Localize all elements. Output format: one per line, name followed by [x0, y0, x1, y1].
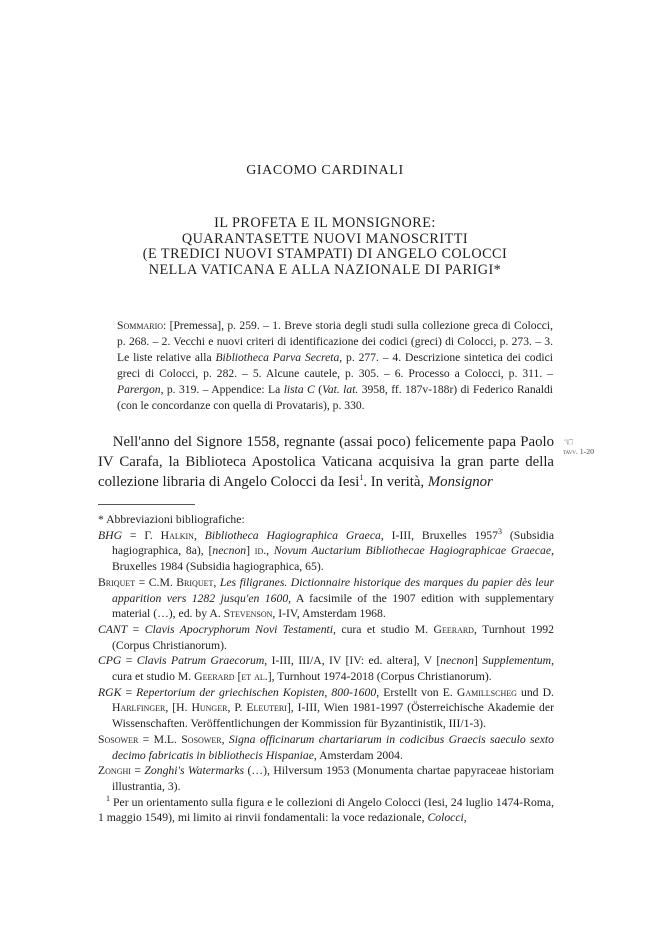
pointing-hand-icon: ☜ [563, 435, 574, 449]
summary-paragraph: Sommario: [Premessa], p. 259. – 1. Breve storia degli studi sulla collezione greca di Colocci, p. 268. – 2. Vecchi e nuovi criteri di identificazione dei codici (greci) di Colocci, p. 273. – 3. Le liste relative alla Bibliotheca Parva Secreta, p. 277. – 4. Descrizione sintetica dei codici greci di Colocci, p. 282. – 5. Alcune cautele, p. 305. – 6. Processo a Colocci, p. 311. – Parergon, p. 319. – Appendice: La lista C (Vat. lat. 3958, ff. 187v-188r) di Federico Ranaldi (con le concordanze con quella di Provataris), p. 330. [117, 319, 553, 412]
margin-note [563, 437, 633, 457]
abbreviation-entry: CPG = Clavis Patrum Graecorum, I-III, III/A, IV [IV: ed. altera], V [necnon] Supplementum, cura et studio M. Geerard [et al.], Turnhout 1974-2018 (Corpus Christianorum). [98, 654, 554, 684]
abbreviation-entry: BHG = Г. Halkin, Bibliotheca Hagiographica Graeca, I-III, Bruxelles 1957$^3$ (Subsidia hagiographica, 8a), [necnon] id., Novum Auctarium Bibliothecae Hagiographicae Graecae, Bruxelles 1984 (Subsidia hagiographica, 65). [98, 526, 555, 574]
abbreviation-entry: Sosower = M.L. Sosower, Signa officinarum chartariarum in codicibus Graecis saeculo sexto decimo fabricatis in bibliothecis Hispaniae, Amsterdam 2004. [98, 732, 555, 762]
title-line: NELLA VATICANA E ALLA NAZIONALE DI PARIGI* [148, 261, 502, 278]
body-paragraph: Nell'anno del Signore 1558, regnante (assai poco) felicemente papa Paolo IV Carafa, la Biblioteca Apostolica Vaticana acquisiva la gran parte della collezione libraria di Angelo Colocci da Iesi$^1$. In verità, Monsignor [98, 434, 554, 490]
abbreviation-entry: RGK = Repertorium der griechischen Kopisten, 800-1600, Erstellt von E. Gamillscheg und D. Harlfinger, [H. Hunger, P. Eleuteri], I-III, Wien 1981-1997 (Österreichische Akademie der Wissenschaften. Veröffentlichungen der Kommission für Byzantinistik, III/1-3). [98, 685, 554, 731]
footnotes [98, 512, 554, 826]
footnote-ref: 1 [359, 473, 364, 483]
summary-label: Sommario [117, 319, 164, 332]
plates-reference: tavv. 1-20 [563, 447, 595, 456]
title-line: (E TREDICI NUOVI STAMPATI) DI ANGELO COLOCCI [142, 246, 508, 263]
article-title [0, 216, 650, 278]
abbreviation-entry: Zonghi = Zonghi's Watermarks (…), Hilversum 1953 (Monumenta chartae papyraceae historiam illustrantia, 3). [98, 764, 555, 793]
title-line: IL PROFETA E IL MONSIGNORE: [214, 215, 436, 231]
footnote-1: $^1$ Per un orientamento sulla figura e le collezioni di Angelo Colocci (Iesi, 24 luglio 1474-Roma, 1 maggio 1549), mi limito ai rinvii fondamentali: la voce redazionale, Colocci, [98, 793, 554, 825]
abbreviations-heading: * Abbreviazioni bibliografiche: [98, 513, 245, 526]
abbreviation-entry: CANT = Clavis Apocryphorum Novi Testamenti, cura et studio M. Geerard, Turnhout 1992 (Corpus Christianorum). [98, 622, 554, 652]
author-name: GIACOMO CARDINALI [246, 163, 404, 178]
title-line: QUARANTASETTE NUOVI MANOSCRITTI [181, 230, 469, 247]
abbreviation-entry: Briquet = C.M. Briquet, Les filigranes. Dictionnaire historique des marques du papier dès leur apparition vers 1282 jusqu'en 1600, A facsimile of the 1907 edition with supplementary material (…), ed. by A. Stevenson, I-IV, Amsterdam 1968. [98, 575, 555, 621]
footnote-separator [98, 504, 195, 505]
